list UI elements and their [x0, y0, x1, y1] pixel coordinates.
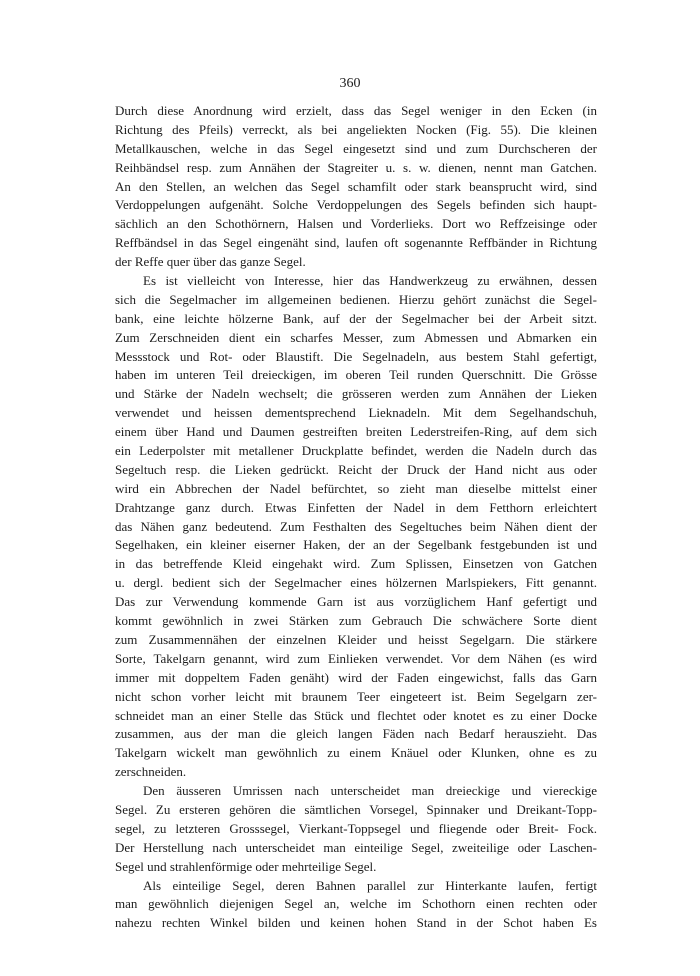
body-text — [115, 102, 597, 933]
paragraph — [115, 782, 597, 876]
text-line: Richtung des Pfeils) verreckt, als bei angeliekten Nocken (Fig. 55). Die kleinen — [115, 121, 597, 137]
page-number: 360 — [339, 76, 361, 91]
text-line: zusammen, aus der man die gleich langen Fäden nach Bedarf herauszieht. Das — [115, 726, 597, 742]
text-line: nahezu rechten Winkel bilden und keinen hohen Stand in der Schot haben Es — [115, 915, 597, 931]
text-line: Es ist vielleicht von Interesse, hier das Handwerkzeug zu erwähnen, dessen — [143, 273, 597, 289]
text-line: haben im unteren Teil dreieckigen, im oberen Teil runden Querschnitt. Die Grösse — [115, 367, 597, 383]
text-line: schneidet man an einer Stelle das Stück und flechtet oder knotet es zu einer Docke — [115, 707, 597, 723]
text-line: An den Stellen, an welchen das Segel schamfilt oder stark beansprucht wird, sind — [115, 178, 597, 194]
text-line: wird ein Abbrechen der Nadel befürchtet, so zieht man dieselbe mittelst einer — [115, 480, 597, 496]
text-line: Als einteilige Segel, deren Bahnen parallel zur Hinterkante laufen, fertigt — [143, 877, 597, 893]
text-line: man gewöhnlich diejenigen Segel an, welche im Schothorn einen rechten oder — [115, 896, 597, 912]
text-line: Messstock und Rot- oder Blaustift. Die Segelnadeln, aus bestem Stahl gefertigt, — [115, 348, 597, 364]
text-line: Segel und strahlenförmige oder mehrteilige Segel. — [115, 858, 377, 874]
paragraph — [115, 272, 597, 782]
text-line: Das zur Verwendung kommende Garn ist aus vorzüglichem Hanf gefertigt und — [115, 594, 597, 610]
text-line: Verdoppelungen aufgenäht. Solche Verdoppelungen des Segels befinden sich haupt- — [115, 197, 597, 213]
text-line: Segeltuch resp. die Lieken gedrückt. Reicht der Druck der Hand nicht aus oder — [115, 461, 597, 477]
text-line: nicht schon vorher leicht mit braunem Teer eingeteert ist. Beim Segelgarn zer- — [115, 688, 597, 704]
paragraph — [115, 102, 597, 272]
text-line: einem über Hand und Daumen gestreiften breiten Lederstreifen-Ring, auf dem sich — [115, 424, 597, 440]
text-line: Reffbändsel in das Segel eingenäht sind, laufen oft sogenannte Reffbänder in Richtung — [115, 235, 597, 251]
text-line: sich die Segelmacher im allgemeinen bedienen. Hierzu gehört zunächst die Segel- — [115, 291, 597, 307]
text-line: ein Lederpolster mit metallener Druckplatte befindet, werden die Nadeln durch das — [115, 443, 597, 459]
text-line: Segel. Zu ersteren gehören die sämtlichen Vorsegel, Spinnaker und Dreikant-Topp- — [115, 801, 597, 817]
text-line: Reihbändsel resp. zum Annähen der Stagreiter u. s. w. dienen, nennt man Gatchen. — [115, 159, 597, 175]
text-line: sächlich an den Schothörnern, Halsen und Vorderlieks. Dort wo Reffzeisinge oder — [115, 216, 597, 232]
text-line: immer mit doppeltem Faden genäht) wird der Faden eingewichst, falls das Garn — [115, 669, 597, 685]
text-line: Durch diese Anordnung wird erzielt, dass das Segel weniger in den Ecken (in — [115, 103, 597, 118]
text-line: der Reffe quer über das ganze Segel. — [115, 254, 306, 270]
text-line: Takelgarn wickelt man gewöhnlich zu einem Knäuel oder Klunken, ohne es zu — [115, 745, 597, 761]
text-line: kommt gewöhnlich in zwei Stärken zum Gebrauch Die schwächere Sorte dient — [115, 613, 597, 629]
text-line: Den äusseren Umrissen nach unterscheidet man dreieckige und viereckige — [143, 783, 597, 799]
text-line: Zum Zerschneiden dient ein scharfes Messer, zum Abmessen und Abmarken ein — [115, 329, 597, 345]
text-line: in das betreffende Kleid eingehakt wird. Zum Splissen, Einsetzen von Gatchen — [115, 556, 597, 572]
text-line: Drahtzange ganz durch. Etwas Einfetten der Nadel in dem Fetthorn erleichtert — [115, 499, 597, 515]
paragraph — [115, 877, 597, 934]
text-line: zerschneiden. — [115, 764, 187, 780]
text-line: Segelhaken, ein kleiner eiserner Haken, der an der Segelbank festgebunden ist und — [115, 537, 597, 553]
text-line: Metallkauschen, welche in das Segel eingesetzt sind und zum Durchscheren der — [115, 140, 597, 156]
text-line: Sorte, Takelgarn genannt, wird zum Einlieken verwendet. Vor dem Nähen (es wird — [115, 650, 597, 666]
text-line: Der Herstellung nach unterscheidet man einteilige Segel, zweiteilige oder Laschen- — [115, 839, 597, 855]
text-line: zum Zusammennähen der einzelnen Kleider und heisst Segelgarn. Die stärkere — [115, 631, 597, 647]
text-line: verwendet und heissen dementsprechend Lieknadeln. Mit dem Segelhandschuh, — [115, 405, 597, 421]
text-line: u. dergl. bedient sich der Segelmacher eines hölzernen Marlspiekers, Fitt genannt. — [115, 575, 597, 591]
text-line: und Stärke der Nadeln wechselt; die grösseren werden zum Annähen der Lieken — [115, 386, 597, 402]
text-line: bank, eine leichte hölzerne Bank, auf der der Segelmacher bei der Arbeit sitzt. — [115, 310, 597, 326]
text-line: segel, zu letzteren Grosssegel, Vierkant-Toppsegel und fliegende oder Breit- Fock. — [115, 820, 597, 836]
text-line: das Nähen ganz bedeutend. Zum Festhalten des Segeltuches beim Nähen dient der — [115, 518, 597, 534]
